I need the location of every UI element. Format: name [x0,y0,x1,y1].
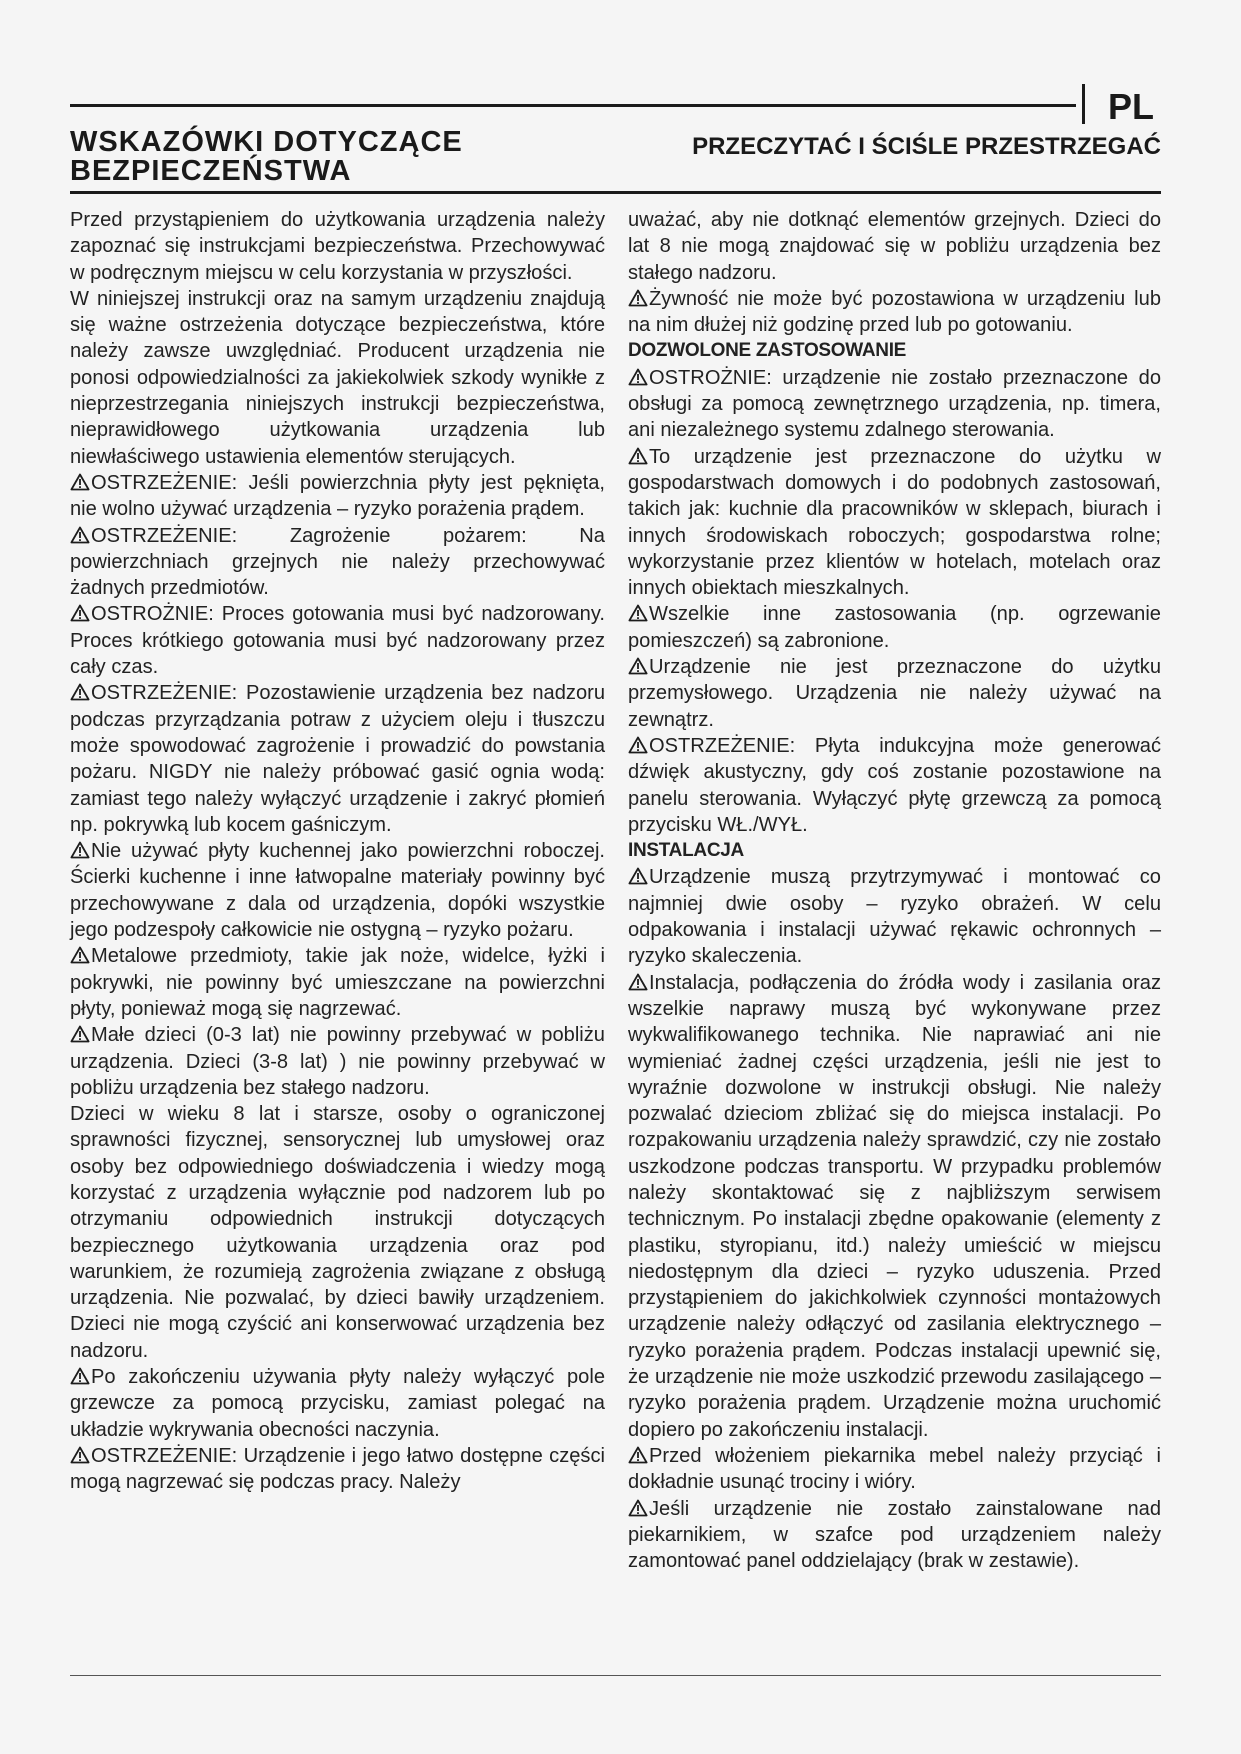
warning-triangle-icon [628,447,648,465]
paragraph [628,733,1161,838]
warning-triangle-icon [70,841,90,859]
right-column [628,207,1161,1574]
warning-triangle-icon [628,1446,648,1464]
paragraph-text: OSTRZEŻENIE: Zagrożenie pożarem: Na powierzchniach grzejnych nie należy przechowywać żadnych przedmiotów. [70,524,605,600]
paragraph [70,838,605,943]
warning-triangle-icon [70,1025,90,1043]
paragraph [70,1443,605,1496]
paragraph: Przed przystąpieniem do użytkowania urządzenia należy zapoznać się instrukcjami bezpieczeństwa. Przechowywać w podręcznym miejscu w celu korzystania w przyszłości. [70,209,605,284]
paragraph [70,680,605,838]
warning-triangle-icon [628,289,648,307]
warning-triangle-icon [628,657,648,675]
paragraph-text: Małe dzieci (0-3 lat) nie powinny przebywać w pobliżu urządzenia. Dzieci (3-8 lat) ) nie powinny przebywać w pobliżu urządzenia bez stałego nadzoru. [70,1024,605,1099]
paragraph-text: OSTROŻNIE: urządzenie nie zostało przeznaczone do obsługi za pomocą zewnętrznego urządzenia, np. timera, ani niezależnego systemu zdalnego sterowania. [628,366,1161,442]
paragraph-text: Wszelkie inne zastosowania (np. ogrzewanie pomieszczeń) są zabronione. [628,603,1161,652]
paragraph [70,523,605,602]
paragraph-text: OSTROŻNIE: Proces gotowania musi być nadzorowany. Proces krótkiego gotowania musi być nadzorowany przez cały czas. [70,603,605,679]
paragraph-text: Metalowe przedmioty, takie jak noże, widelce, łyżki i pokrywki, nie powinny być umieszczane na powierzchni płyty, ponieważ mogą się nagrzewać. [70,945,605,1020]
paragraph-text: Urządzenie nie jest przeznaczone do użytku przemysłowego. Urządzenia nie należy używać na zewnątrz. [628,656,1161,731]
header-separator [1082,84,1085,124]
paragraph [628,444,1161,602]
paragraph-text: Przed włożeniem piekarnika mebel należy przyciąć i dokładnie usunąć trociny i wióry. [628,1444,1161,1494]
warning-triangle-icon [70,1367,90,1385]
warning-triangle-icon [70,604,90,622]
paragraph [70,601,605,680]
warning-triangle-icon [628,973,648,991]
language-code: PL [1108,86,1155,127]
warning-triangle-icon [628,604,648,622]
warning-triangle-icon [70,1446,90,1464]
paragraph [628,1443,1161,1496]
paragraph-text: OSTRZEŻENIE: Jeśli powierzchnia płyty jest pęknięta, nie wolno używać urządzenia – ryzyko porażenia prądem. [70,471,605,521]
paragraph-text: Nie używać płyty kuchennej jako powierzchni roboczej. Ścierki kuchenne i inne łatwopalne materiały powinny być przechowywane z dala od urządzenia, dopóki wszystkie jego podzespoły całkowicie nie ostygną – ryzyko pożaru. [70,840,605,942]
paragraph [628,1496,1161,1575]
paragraph [628,601,1161,654]
paragraph-text: Żywność nie może być pozostawiona w urządzeniu lub na nim dłużej niż godzinę przed lub po gotowaniu. [628,287,1161,337]
paragraph [628,970,1161,1443]
section-heading: INSTALACJA [628,840,744,862]
paragraph-text: Instalacja, podłączenia do źródła wody i zasilania oraz wszelkie naprawy muszą być wykonywane przez wykwalifikowanego technika. Nie naprawiać ani nie wymieniać żadnej części urządzenia, jeśli nie jest to wyraźnie dozwolone w instrukcji obsługi. Nie należy pozwalać dzieciom zbliżać się do miejsca instalacji. Po rozpakowaniu urządzenia należy sprawdzić, czy nie zostało uszkodzone podczas transportu. W przypadku problemów należy skontaktować się z najbliższym serwisem technicznym. Po instalacji zbędne opakowanie (elementy z plastiku, styropianu, itd.) należy umieścić w miejscu niedostępnym dla dzieci – ryzyko uduszenia. Przed przystąpieniem do jakichkolwiek czynności montażowych urządzenie należy odłączyć od zasilania elektrycznego – ryzyko porażenia prądem. Podczas instalacji upewnić się, że urządzenie nie może uszkodzić przewodu zasilającego – ryzyko porażenia prądem. Urządzenie można uruchomić dopiero po zakończeniu instalacji. [628,971,1161,1441]
warning-triangle-icon [628,368,648,386]
paragraph [628,864,1161,969]
title-rule [70,191,1161,194]
warning-triangle-icon [70,526,90,544]
paragraph [70,1364,605,1443]
paragraph-text: Po zakończeniu używania płyty należy wyłączyć pole grzewcze za pomocą przycisku, zamiast polegać na układzie wykrywania obecności naczynia. [70,1366,605,1441]
paragraph-text: OSTRZEŻENIE: Płyta indukcyjna może generować dźwięk akustyczny, gdy coś zostanie pozostawione na panelu sterowania. Wyłączyć płytę grzewczą za pomocą przycisku WŁ./WYŁ. [628,734,1161,836]
paragraph [70,1022,605,1101]
warning-triangle-icon [628,736,648,754]
paragraph-text: OSTRZEŻENIE: Urządzenie i jego łatwo dostępne części mogą nagrzewać się podczas pracy. Należy [70,1444,605,1494]
paragraph: uważać, aby nie dotknąć elementów grzejnych. Dzieci do lat 8 nie mogą znajdować się w pobliżu urządzenia bez stałego nadzoru. [628,209,1161,284]
paragraph [628,654,1161,733]
page-title: WSKAZÓWKI DOTYCZĄCE BEZPIECZEŃSTWA [70,126,463,187]
paragraph-text: To urządzenie jest przeznaczone do użytku w gospodarstwach domowych i do podobnych zastosowań, takich jak: kuchnie dla pracowników w sklepach, biurach i innych środowiskach roboczych; gospodarstwa rolne; wykorzystanie przez klientów w hotelach, motelach oraz innych obiektach mieszkalnych. [628,445,1161,600]
footer-rule [70,1675,1161,1676]
warning-triangle-icon [628,867,648,885]
left-column [70,207,605,1496]
paragraph: W niniejszej instrukcji oraz na samym urządzeniu znajdują się ważne ostrzeżenia dotyczące bezpieczeństwa, które należy zawsze uwzględniać. Producent urządzenia nie ponosi odpowiedzialności za jakiekolwiek szkody wynikłe z nieprzestrzegania niniejszych instrukcji bezpieczeństwa, nieprawidłowego użytkowania urządzenia lub niewłaściwego ustawienia elementów sterujących. [70,287,605,468]
paragraph [628,286,1161,339]
paragraph-text: Urządzenie muszą przytrzymywać i montować co najmniej dwie osoby – ryzyko obrażeń. W celu odpakowania i instalacji używać rękawic ochronnych – ryzyko skaleczenia. [628,866,1161,968]
paragraph [628,365,1161,444]
warning-triangle-icon [70,683,90,701]
header-rule [70,104,1076,107]
paragraph [70,470,605,523]
paragraph-text: OSTRZEŻENIE: Pozostawienie urządzenia bez nadzoru podczas przyrządzania potraw z użyciem oleju i tłuszczu może spowodować zagrożenie i prowadzić do powstania pożaru. NIGDY nie należy próbować gasić ognia wodą: zamiast tego należy wyłączyć urządzenie i zakryć płomień np. pokrywką lub kocem gaśniczym. [70,682,605,836]
warning-triangle-icon [628,1499,648,1517]
paragraph: Dzieci w wieku 8 lat i starsze, osoby o ograniczonej sprawności fizycznej, sensorycznej lub umysłowej oraz osoby bez odpowiedniego doświadczenia i wiedzy mogą korzystać z urządzenia wyłącznie pod nadzorem lub po otrzymaniu odpowiednich instrukcji dotyczących bezpiecznego użytkowania urządzenia oraz pod warunkiem, że rozumieją zagrożenia związane z obsługą urządzenia. Nie pozwalać, by dzieci bawiły urządzeniem. Dzieci nie mogą czyścić ani konserwować urządzenia bez nadzoru. [70,1103,605,1362]
warning-triangle-icon [70,946,90,964]
section-heading: DOZWOLONE ZASTOSOWANIE [628,340,907,362]
page-subtitle: PRZECZYTAĆ I ŚCIŚLE PRZESTRZEGAĆ [692,133,1161,160]
paragraph [70,943,605,1022]
paragraph-text: Jeśli urządzenie nie zostało zainstalowane nad piekarnikiem, w szafce pod urządzeniem należy zamontować panel oddzielający (brak w zestawie). [628,1497,1161,1573]
warning-triangle-icon [70,473,90,491]
